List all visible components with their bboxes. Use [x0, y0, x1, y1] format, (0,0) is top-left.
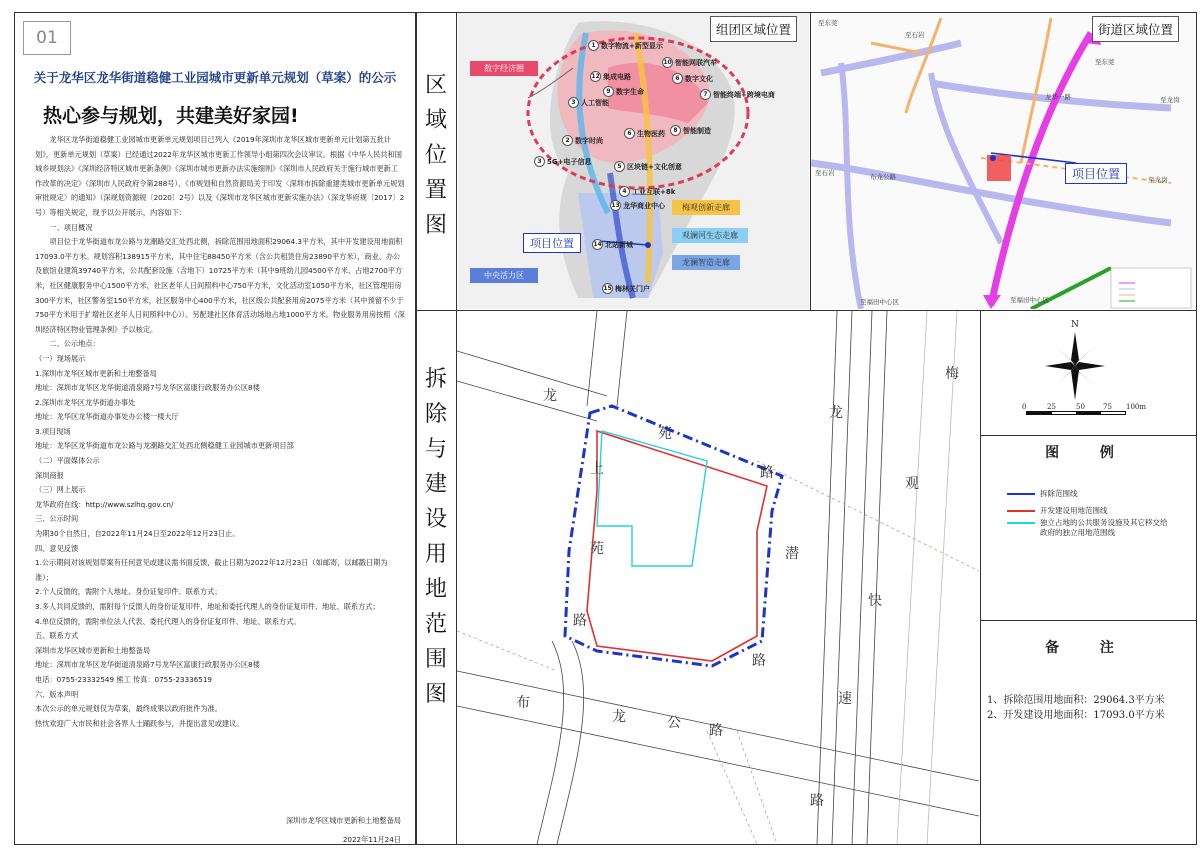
industry-number: 8: [670, 125, 681, 136]
legend-title: 图 例: [1045, 445, 1132, 461]
industry-name: 数字文化: [685, 74, 713, 83]
industry-item: [662, 57, 717, 68]
industry-item: [624, 128, 665, 139]
label-char: 置: [424, 178, 447, 203]
road-label: 路: [810, 793, 824, 809]
road-label: 上: [590, 461, 604, 477]
scale-tick-label: 25: [1047, 403, 1056, 411]
notice-panel: [14, 12, 416, 845]
label-char: 位: [424, 143, 447, 168]
road-label: 至福田中心区: [860, 298, 899, 306]
notice-paragraph: 龙华区龙华街道稳健工业园城市更新单元规划项目已列入《2019年深圳市龙华区城市更新单元计划第五批计划》，更新单元规划（草案）已经通过2022年龙华区城市更新工作领导小组第四次会议审议。根据《中华人民共和国城乡规划法》《深圳经济特区城市更新条例》《深圳市城市更新办法实施细则》《深圳市人民政府关于施行城市更新工作改革的决定》（深圳市人民政府令第288号）、《市规划和自然资源局关于印发〈深圳市拆除重建类城市更新单元规划审批规定〉的通知》（深规划资源规〔2020〕2号）以及《深圳市龙华区城市更新实施办法》（深龙华府规〔2017〕2号）等相关规定，现予以公开展示，内容如下：: [35, 135, 405, 217]
industry-number: 6: [624, 128, 635, 139]
notice-paragraph: 三、公示时间: [35, 514, 79, 524]
industry-name: 智能终端+跨境电商: [713, 90, 775, 99]
notes-title: 备 注: [1045, 640, 1132, 656]
legend-label: 拆除范围线: [1040, 489, 1078, 498]
notice-paragraph: 电话：0755-23332549 熊工 传真：0755-23336519: [35, 674, 213, 684]
scale-tick-label: 0: [1022, 403, 1027, 411]
industry-item: [603, 86, 644, 97]
label-char: 围: [424, 647, 447, 672]
note-line: 2、开发建设用地面积：17093.0平方米: [987, 710, 1165, 721]
industry-number: 10: [663, 59, 672, 66]
label-char: 设: [424, 507, 447, 532]
notice-paragraph: 四、意见反馈: [35, 543, 79, 553]
road-label: 龙: [543, 388, 557, 404]
notice-paragraph: 深圳商报: [35, 470, 64, 480]
industry-name: 区块链+文化创意: [627, 162, 682, 171]
industry-number: 7: [700, 89, 711, 100]
notice-paragraph: 地址：龙华区龙华街道布龙公路与龙潮路交汇处西北侧稳健工业园城市更新项目部: [35, 441, 294, 451]
street-map-title: 街道区域位置: [1092, 16, 1179, 42]
slogan: 热心参与规划，共建美好家园!: [43, 105, 299, 127]
notice-paragraph: 地址：龙华区龙华街道办事处办公楼一楼大厅: [35, 412, 179, 422]
legend-label: 独立占地的公共服务设施及其它移交给政府的独立用地范围线: [1040, 518, 1168, 537]
divider: [980, 435, 1197, 436]
notice-paragraph: 2.深圳市龙华区龙华街道办事处: [35, 397, 136, 407]
industry-name: 北站新城: [605, 240, 633, 249]
industry-name: 工业互联+8k: [632, 187, 676, 196]
legend-swatch: [1007, 522, 1035, 524]
notice-paragraph: 一、项目概况: [49, 222, 93, 232]
tag-digital-economy: 数字经济圈: [470, 61, 538, 76]
industry-item: [614, 161, 682, 172]
industry-item: [590, 71, 631, 82]
road-label: 布龙公路: [870, 173, 896, 181]
road-label: 至龙岗: [1148, 176, 1168, 184]
road-label: 至龙岗: [1160, 96, 1180, 104]
label-char: 图: [424, 213, 447, 238]
map1-project-location: 项目位置: [523, 233, 581, 253]
notice-paragraph: 4.单位反馈的，需附单位法人代表、委托代理人的身份证复印件、地址、联系方式。: [35, 616, 301, 626]
notice-title: 关于龙华区龙华街道稳健工业园城市更新单元规划（草案）的公示: [33, 70, 397, 85]
tag-longlan-corridor: 龙澜智造走廊: [672, 255, 740, 270]
road-label: 至福田中心区: [1010, 296, 1049, 304]
label-char: 用: [424, 542, 447, 567]
industry-item: [568, 97, 609, 108]
road-label: 路: [760, 465, 774, 481]
notice-paragraph: 六、版本声明: [35, 689, 79, 699]
issue-date: 2022年11月24日: [342, 835, 401, 844]
road-label: 路: [752, 653, 766, 669]
scale-bar: [1026, 411, 1126, 415]
issuing-organization: 深圳市龙华区城市更新和土地整备局: [285, 816, 401, 825]
industry-name: 生物医药: [637, 129, 665, 138]
label-char: 与: [424, 437, 447, 462]
notice-paragraph: 龙华政府在线：http://www.szlhq.gov.cn/: [35, 499, 174, 509]
legend-label: 开发建设用地范围线: [1040, 506, 1108, 515]
street-region-map: [811, 13, 1196, 309]
notice-body: [35, 133, 405, 731]
industry-number: 9: [603, 86, 614, 97]
tag-meiguan-corridor: 梅观创新走廊: [672, 200, 740, 215]
tag-guanlan-corridor: 观澜河生态走廊: [672, 228, 748, 243]
industry-name: 梅林关门户: [615, 284, 650, 293]
label-char: 建: [424, 472, 447, 497]
notice-paragraph: （二）平面媒体公示: [35, 456, 100, 466]
notice-paragraph: 3.多人共同反馈的，需附每个反馈人的身份证复印件、地址和委托代理人的身份证复印件、地址、联系方式；: [35, 602, 380, 611]
label-char: 域: [424, 108, 447, 133]
compass-icon: [1045, 330, 1105, 400]
road-label: 路: [709, 723, 723, 739]
site-plan-graphic: [457, 311, 979, 844]
label-char: 地: [424, 577, 447, 602]
industry-number: 4: [619, 186, 630, 197]
industry-name: 人工智能: [581, 98, 609, 107]
notice-paragraph: 热忱欢迎广大市民和社会各界人士踊跃参与，并提出意见或建议。: [35, 718, 244, 728]
industry-number: 13: [611, 202, 620, 209]
road-label: 布: [516, 695, 530, 711]
notice-paragraph: 为期30个自然日，自2022年11月24日至2022年12月23日止。: [35, 529, 240, 539]
road-label: 路: [573, 613, 587, 629]
road-label: 至东莞: [1095, 58, 1115, 66]
road-label: 苑: [658, 426, 672, 442]
street-region-map-graphic: [811, 13, 1196, 309]
road-label: 公: [667, 715, 681, 731]
road-label: 苑: [590, 541, 604, 557]
industry-name: 智能网联汽车: [675, 58, 717, 67]
notice-paragraph: 地址：深圳市龙华区龙华街道清泉路7号龙华区富康行政服务办公区8楼: [35, 383, 260, 393]
notice-paragraph: 1.公示期间对该规划草案有任何意见或建议需书面反馈，截止日期为2022年12月23日（如邮寄，以邮戳日期为准）；: [35, 558, 388, 582]
notice-paragraph: 二、公示地点：: [49, 339, 100, 349]
location-map-label: [421, 68, 451, 243]
industry-number: 2: [562, 135, 573, 146]
industry-number: 1: [588, 40, 599, 51]
industry-name: 数字时尚: [575, 136, 603, 145]
road-label: 龙华一路: [1045, 93, 1071, 101]
road-label: 龙: [829, 405, 843, 421]
notice-paragraph: 2.个人反馈的，需附个人地址、身份证复印件、联系方式；: [35, 587, 222, 597]
notice-paragraph: 深圳市龙华区城市更新和土地整备局: [35, 645, 151, 655]
industry-number: 3: [534, 156, 545, 167]
notice-paragraph: （一）现场展示: [35, 353, 86, 363]
industry-item: [592, 239, 633, 250]
road-label: 观: [905, 476, 919, 492]
industry-item: [619, 186, 675, 197]
road-label: 梅: [945, 366, 959, 382]
road-label: 速: [838, 691, 852, 707]
industry-name: 数字生命: [616, 87, 644, 96]
industry-item: [700, 89, 775, 100]
label-char: 图: [424, 682, 447, 707]
notice-paragraph: 项目位于龙华街道布龙公路与龙潮路交汇处西北侧，拆除范围用地面积29064.3平方米，其中开发建设用地面积17093.0平方米。规划容积138915平方米，其中住宅88450平方米（含公共租赁住房23890平方米），商业、办公及旅馆业建筑39740平方米，公共配套设施（含地下）10725平方米（其中9班幼儿园4500平方米、占地2700平方米，社区健康服务中心1500平方米，社区老年人日间照料中心750平方米，文化活动室1050平方米，社区管理用房300平方米，社区警务室150平方米，社区服务中心400平方米，社区级公共配套用房2075平方米（其中预留不少于750平方米用于扩增社区老年人日间照料中心））。另配建社区体育活动场地占地1000平方米。物业服务用房按照《深圳经济特区物业管理条例》予以核定。: [35, 237, 405, 334]
notice-paragraph: 3.项目现场: [35, 426, 71, 436]
scale-tick-label: 50: [1076, 403, 1085, 411]
notice-paragraph: （三）网上展示: [35, 485, 86, 495]
road-label: 至东莞: [818, 19, 838, 27]
road-label: 至石岩: [905, 31, 925, 39]
tag-central-vitality: 中央活力区: [470, 268, 538, 283]
label-char: 拆: [424, 367, 447, 392]
industry-name: 5G+电子信息: [547, 157, 592, 166]
industry-item: [562, 135, 603, 146]
industry-number: 5: [614, 161, 625, 172]
industry-number: 12: [591, 73, 600, 80]
notice-paragraph: 1.深圳市龙华区城市更新和土地整备局: [35, 368, 157, 378]
industry-item: [672, 73, 713, 84]
industry-item: [588, 40, 663, 51]
divider: [980, 620, 1197, 621]
label-char: 除: [424, 402, 447, 427]
scale-tick-label: 100m: [1126, 403, 1146, 411]
industry-number: 14: [593, 241, 602, 248]
legend-swatch: [1007, 510, 1035, 512]
road-label: 龙: [612, 709, 626, 725]
demolition-land-map: [457, 311, 979, 844]
label-char: 范: [424, 612, 447, 637]
note-line: 1、拆除范围用地面积：29064.3平方米: [987, 695, 1165, 706]
industry-item: [602, 283, 650, 294]
road-label: 快: [868, 593, 882, 609]
page-number: 01: [23, 21, 71, 55]
notice-paragraph: 五、联系方式: [35, 631, 79, 641]
industry-name: 龙华商业中心: [623, 201, 665, 210]
industry-name: 数字物流+新型显示: [601, 41, 663, 50]
industry-item: [534, 156, 591, 167]
map2-project-location: 项目位置: [1065, 163, 1127, 184]
notice-paragraph: 地址：深圳市龙华区龙华街道清泉路7号龙华区富康行政服务办公区8楼: [35, 660, 260, 670]
group-map-title: 组团区域位置: [710, 16, 797, 42]
scale-tick-label: 75: [1103, 403, 1112, 411]
divider: [980, 310, 981, 845]
industry-item: [670, 125, 711, 136]
industry-number: 6: [672, 73, 683, 84]
industry-number: 3: [568, 97, 579, 108]
road-label: 至石岩: [815, 169, 835, 177]
demolition-map-label: [421, 362, 451, 712]
industry-number: 15: [603, 285, 612, 292]
label-char: 区: [424, 73, 447, 98]
north-label: N: [1071, 320, 1079, 330]
road-label: 潜: [785, 546, 799, 562]
industry-item: [610, 200, 665, 211]
legend-swatch: [1007, 493, 1035, 495]
notice-paragraph: 本次公示的单元规划仅为草案，最终成果以政府批件为准。: [35, 704, 222, 714]
industry-name: 集成电路: [603, 72, 631, 81]
industry-name: 智能制造: [683, 126, 711, 135]
